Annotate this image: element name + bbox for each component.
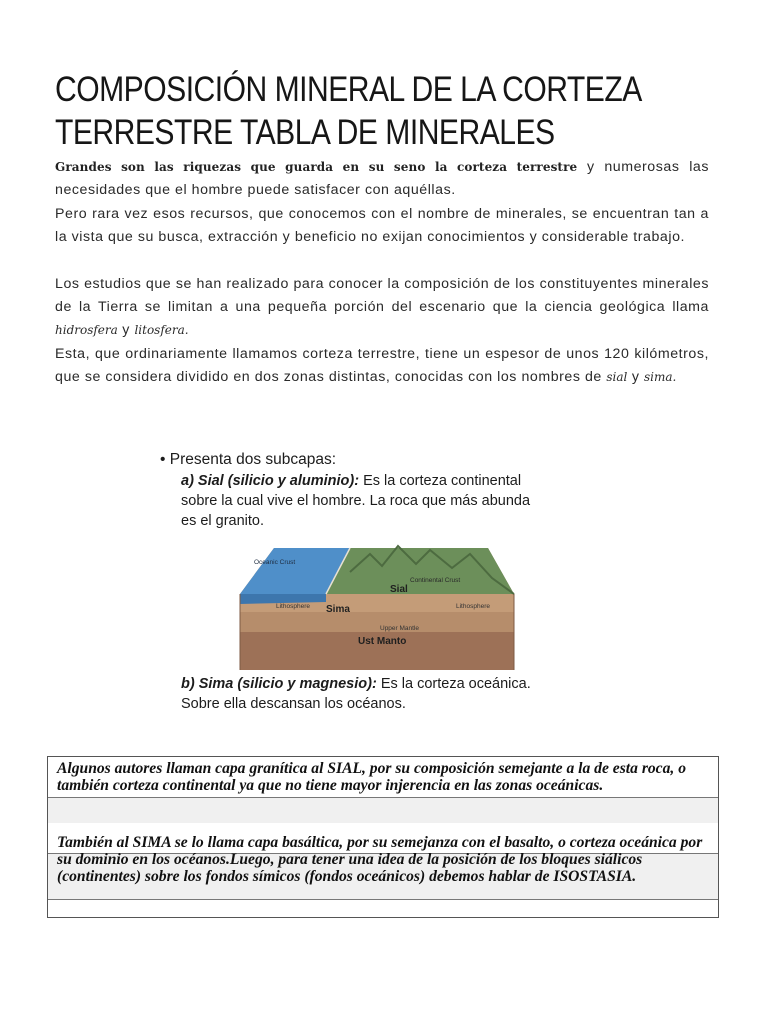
intro-paragraph	[55, 156, 709, 203]
note-paragraph-1: Algunos autores llaman capa granítica al SIAL, por su composición semejante a la de esta roca, o también corteza continental ya que no tiene mayor injerencia en las zonas oceánicas.	[57, 760, 686, 794]
note-band	[48, 797, 718, 823]
term-litosfera: litosfera.	[134, 323, 189, 338]
row-divider	[48, 797, 718, 798]
note-paragraph-2: También al SIMA se lo llama capa basáltica, por su semejanza con el basalto, o corteza oceánica por su dominio en los océanos.Luego, para tener una idea de la posición de los bloques siálicos (continentes) sobre los fondos símicos (fondos oceánicos) debemos hablar de ISOSTASIA.	[57, 834, 703, 885]
studies-paragraph	[55, 273, 709, 343]
sima-heading: b) Sima (silicio y magnesio):	[181, 676, 377, 692]
label-continental-crust: Continental Crust	[410, 577, 461, 584]
conjunction: y	[117, 322, 135, 339]
sial-line-2: sobre la cual vive el hombre. La roca que más abunda	[181, 493, 531, 509]
studies-text: Los estudios que se han realizado para conocer la composición de los constituyentes minerales de la Tierra se limitan a una pequeña porción del escenario que la ciencia geológica llama	[55, 275, 709, 316]
sima-line-2: Sobre ella descansan los océanos.	[181, 696, 406, 712]
title-line-1: COMPOSICIÓN MINERAL DE LA CORTEZA	[55, 70, 642, 109]
conjunction: y	[627, 369, 644, 386]
row-divider	[48, 899, 718, 900]
sial-desc: Es la corteza continental	[359, 473, 522, 489]
thickness-paragraph	[55, 343, 709, 390]
article-body	[55, 156, 709, 390]
figure-bullet: • Presenta dos subcapas:	[160, 451, 337, 468]
sima-line-1	[181, 676, 531, 692]
label-ust-manto: Ust Manto	[358, 636, 407, 647]
sima-desc: Es la corteza oceánica.	[376, 676, 531, 692]
title-line-2: TERRESTRE TABLA DE MINERALES	[55, 113, 555, 152]
sial-heading: a) Sial (silicio y aluminio):	[181, 473, 360, 489]
term-hidrosfera: hidrosfera	[55, 323, 118, 338]
crust-layers-figure	[158, 448, 578, 720]
sial-line-3: es el granito.	[181, 513, 265, 529]
label-lithosphere-right: Lithosphere	[456, 603, 490, 610]
label-upper-mantle: Upper Mantle	[380, 625, 420, 632]
resources-paragraph: Pero rara vez esos recursos, que conocemos con el nombre de minerales, se encuentran tan a la vista que su busca, extracción y beneficio no exijan conocimientos y considerable trabajo.	[55, 205, 709, 246]
label-oceanic-crust: Oceanic Crust	[254, 559, 296, 566]
term-sima: sima.	[644, 370, 677, 385]
thickness-text: Esta, que ordinariamente llamamos corteza terrestre, tiene un espesor de unos 120 kilómetros, que se considera dividido en dos zonas distintas, conocidas con los nombres de	[55, 345, 709, 386]
label-sima: Sima	[326, 604, 350, 615]
crust-block-diagram	[230, 532, 520, 678]
intro-rest: y numerosas las necesidades que el hombre puede satisfacer con aquéllas.	[55, 159, 709, 199]
intro-lead: Grandes son las riquezas que guarda en su seno la corteza terrestre	[55, 160, 578, 174]
note-box	[47, 756, 719, 918]
label-lithosphere-left: Lithosphere	[276, 603, 310, 610]
page-title	[55, 68, 640, 154]
sial-line-1	[181, 473, 521, 489]
label-sial: Sial	[390, 584, 408, 595]
term-sial: sial	[606, 370, 628, 385]
